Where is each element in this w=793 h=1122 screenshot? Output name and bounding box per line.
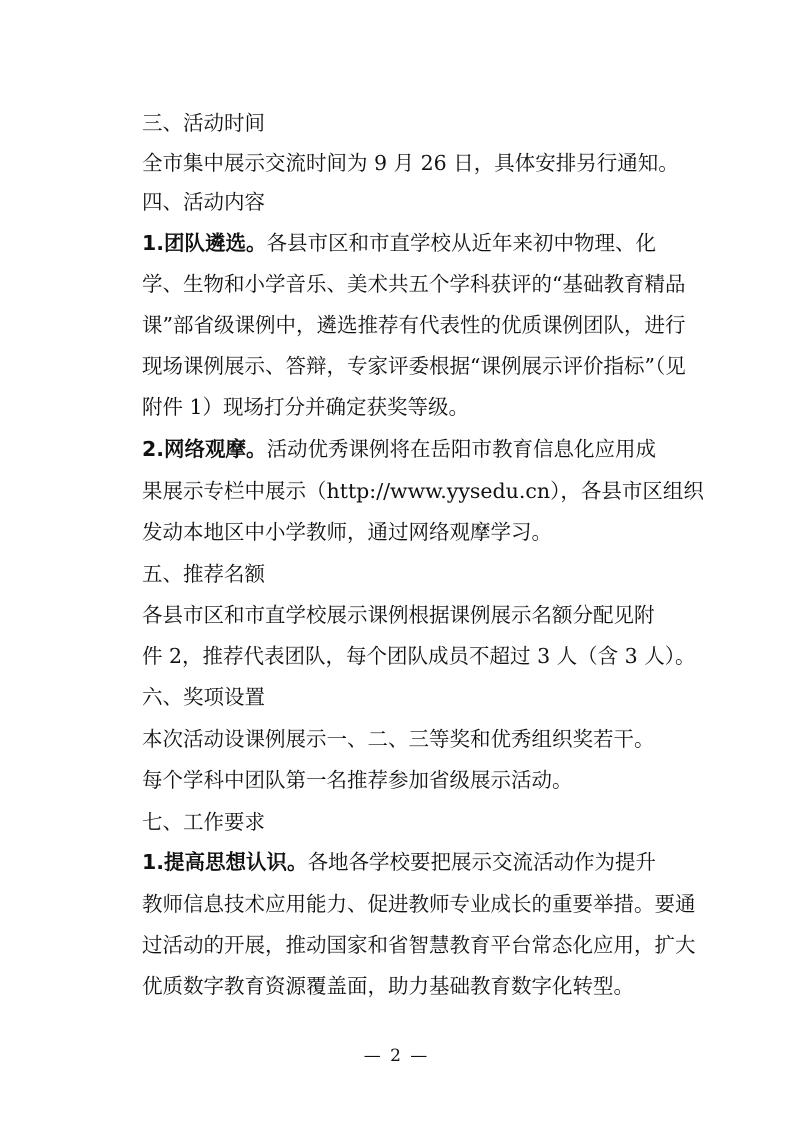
paragraph-time: 全市集中展示交流时间为 9 月 26 日，具体安排另行通知。 [142, 151, 679, 175]
paragraph-team-selection-line-1 [142, 230, 656, 256]
paragraph-online-viewing-line-3: 发动本地区中小学教师，通过网络观摩学习。 [142, 520, 552, 544]
paragraph-requirements-line-1 [142, 849, 656, 875]
item-title-online-viewing: 2.网络观摩。 [142, 437, 267, 461]
item-text-raise-awareness: 各地各学校要把展示交流活动作为提升 [307, 850, 657, 874]
item-title-team-selection: 1.团队遴选。 [142, 231, 267, 255]
paragraph-awards-line-1: 本次活动设课例展示一、二、三等奖和优秀组织奖若干。 [142, 727, 655, 751]
paragraph-team-selection-line-2: 学、生物和小学音乐、美术共五个学科获评的“基础教育精品 [142, 272, 686, 296]
paragraph-awards-line-2: 每个学科中团队第一名推荐参加省级展示活动。 [142, 768, 573, 792]
section-heading-content: 四、活动内容 [142, 190, 265, 214]
item-text-online-viewing: 活动优秀课例将在岳阳市教育信息化应用成 [266, 437, 657, 461]
paragraph-online-viewing-line-1 [142, 436, 656, 462]
paragraph-quota-line-1: 各县市区和市直学校展示课例根据课例展示名额分配见附 [142, 603, 655, 627]
section-heading-quota: 五、推荐名额 [142, 562, 265, 586]
paragraph-team-selection-line-3: 课”部省级课例中，遴选推荐有代表性的优质课例团队，进行 [142, 313, 686, 337]
page-number: — 2 — [363, 1046, 430, 1066]
item-title-raise-awareness: 1.提高思想认识。 [142, 850, 308, 874]
paragraph-requirements-line-3: 过活动的开展，推动国家和省智慧教育平台常态化应用，扩大 [142, 933, 696, 957]
section-heading-time: 三、活动时间 [142, 111, 265, 135]
section-heading-awards: 六、奖项设置 [142, 685, 265, 709]
paragraph-team-selection-line-5: 附件 1）现场打分并确定获奖等级。 [142, 395, 470, 419]
paragraph-requirements-line-4: 优质数字教育资源覆盖面，助力基础教育数字化转型。 [142, 974, 634, 998]
paragraph-online-viewing-line-2: 果展示专栏中展示（http://www.yysedu.cn），各县市区组织 [142, 479, 704, 503]
section-heading-requirements: 七、工作要求 [142, 810, 265, 834]
item-text-team-selection: 各县市区和市直学校从近年来初中物理、化 [266, 231, 657, 255]
paragraph-quota-line-2: 件 2，推荐代表团队，每个团队成员不超过 3 人（含 3 人）。 [142, 644, 696, 668]
paragraph-requirements-line-2: 教师信息技术应用能力、促进教师专业成长的重要举措。要通 [142, 892, 696, 916]
paragraph-team-selection-line-4: 现场课例展示、答辩，专家评委根据“课例展示评价指标”（见 [142, 354, 686, 378]
